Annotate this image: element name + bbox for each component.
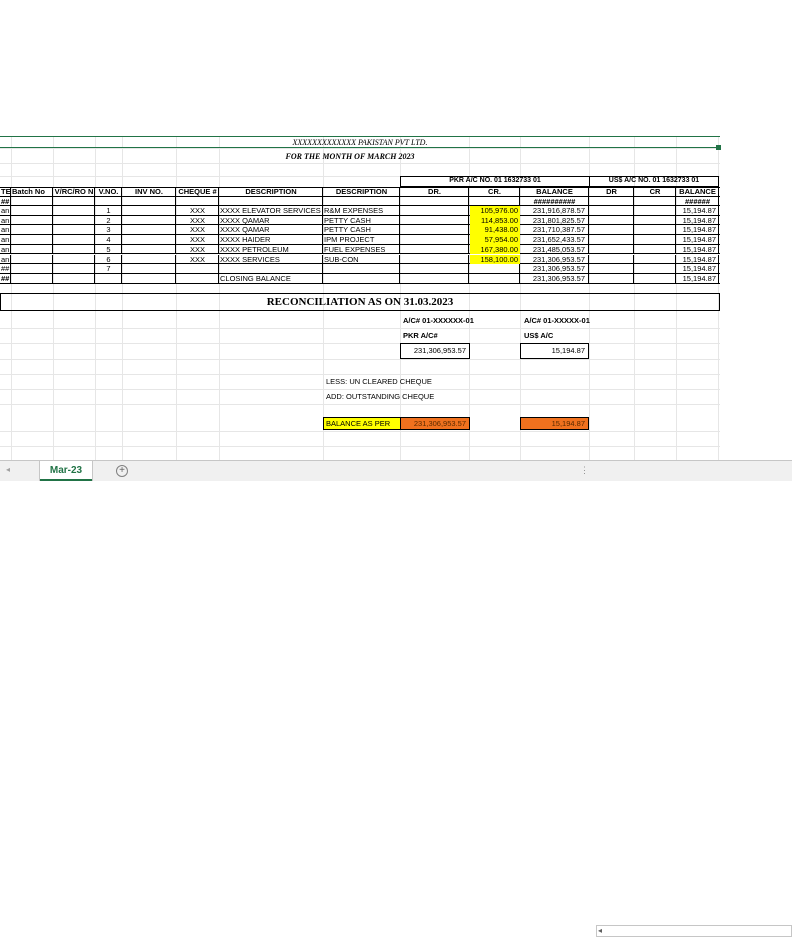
row-vno-cell: 2 — [106, 215, 111, 225]
row-cheque-cell: XXX — [189, 235, 205, 245]
row-credit-cell: 158,100.00 — [480, 254, 518, 264]
row-vno-cell: 1 — [106, 206, 111, 215]
column-header: BALANCE — [679, 187, 716, 196]
row-date-cell: ## — [1, 264, 10, 274]
row-balance-cell: 231,916,878.57 — [532, 206, 585, 215]
row-vno-cell: 5 — [106, 244, 111, 254]
row-category-cell: IPM PROJECT — [324, 235, 375, 245]
tab-mar-23[interactable]: Mar-23 — [40, 461, 92, 481]
row-usd-balance-cell: 15,194.87 — [682, 254, 716, 264]
row-credit-cell: 114,853.00 — [481, 215, 518, 225]
spreadsheet-grid[interactable] — [0, 0, 792, 460]
row-description-cell: XXXX PETROLEUM — [220, 244, 289, 254]
row-category-cell: R&M EXPENSES — [324, 206, 384, 215]
column-header: DR. — [428, 187, 441, 196]
column-header: Batch No — [12, 187, 45, 196]
column-header: CHEQUE # — [178, 187, 217, 196]
usd-ac-number: A/C# 01-XXXXX-01 — [524, 316, 590, 325]
column-header: DESCRIPTION — [245, 187, 297, 196]
row-description-cell: XXXX QAMAR — [220, 215, 270, 225]
row-date-cell: an — [1, 215, 10, 225]
reconciliation-title: RECONCILIATION AS ON 31.03.2023 — [266, 296, 454, 308]
row-vno-cell: 7 — [106, 264, 111, 274]
hash-balance-cell: ########## — [533, 197, 576, 206]
column-header: BALANCE — [536, 187, 573, 196]
closing-date-cell: ## — [1, 273, 10, 283]
closing-usd-value: 15,194.87 — [682, 273, 716, 283]
pkr-account-header: PKR A/C NO. 01 1632733 01 — [449, 177, 541, 184]
column-header: INV NO. — [135, 187, 163, 196]
row-description-cell: XXXX ELEVATOR SERVICES — [220, 206, 321, 215]
row-balance-cell: 231,801,825.57 — [532, 215, 585, 225]
column-header: V.NO. — [98, 187, 119, 196]
row-usd-balance-cell: 15,194.87 — [682, 264, 716, 274]
row-category-cell: SUB-CON — [324, 254, 359, 264]
usd-balance-value: 15,194.87 — [551, 346, 585, 355]
row-balance-cell: 231,485,053.57 — [532, 244, 585, 254]
row-date-cell: an — [1, 244, 10, 254]
row-cheque-cell — [177, 264, 218, 274]
row-credit-cell: 91,438.00 — [484, 225, 518, 235]
row-cheque-cell: XXX — [189, 206, 205, 215]
row-date-cell: an — [1, 206, 10, 215]
row-category-cell — [324, 264, 399, 274]
row-balance-cell: 231,306,953.57 — [532, 264, 585, 274]
column-header: CR — [649, 187, 661, 196]
row-usd-balance-cell: 15,194.87 — [682, 206, 716, 215]
closing-balance-value: 231,306,953.57 — [532, 273, 585, 283]
row-balance-cell: 231,710,387.57 — [532, 225, 585, 235]
row-description-cell: XXXX QAMAR — [220, 225, 270, 235]
final-usd-balance: 15,194.87 — [551, 419, 585, 428]
horizontal-scrollbar[interactable] — [596, 925, 792, 937]
less-uncleared-label: LESS: UN CLEARED CHEQUE — [326, 377, 432, 386]
hash-cell: ## — [1, 197, 10, 206]
row-cheque-cell: XXX — [189, 254, 205, 264]
column-header: DR — [606, 187, 617, 196]
add-sheet-icon[interactable]: + — [116, 465, 128, 477]
pkr-ac-label: PKR A/C# — [403, 331, 438, 340]
row-credit-cell: 167,380.00 — [480, 244, 518, 254]
add-outstanding-label: ADD: OUTSTANDING CHEQUE — [326, 392, 435, 401]
row-date-cell: an — [1, 254, 10, 264]
row-vno-cell: 4 — [106, 235, 111, 245]
usd-ac-label: US$ A/C — [524, 331, 554, 340]
row-usd-balance-cell: 15,194.87 — [682, 215, 716, 225]
row-vno-cell: 6 — [106, 254, 111, 264]
column-header: DESCRIPTION — [335, 187, 388, 196]
pkr-ac-number: A/C# 01-XXXXXX-01 — [403, 316, 474, 325]
row-category-cell: PETTY CASH — [324, 225, 371, 235]
tab-scroll-left-icon[interactable]: ◂ — [6, 465, 11, 474]
row-usd-balance-cell: 15,194.87 — [682, 225, 716, 235]
closing-balance-label: CLOSING BALANCE — [220, 273, 291, 283]
pkr-balance-value: 231,306,953.57 — [413, 346, 466, 355]
hash-usd-cell: ###### — [684, 197, 711, 206]
row-credit-cell: 105,976.00 — [480, 206, 518, 215]
row-date-cell: an — [1, 225, 10, 235]
row-description-cell: XXXX SERVICES — [220, 254, 280, 264]
column-header: V/RC/RO N — [54, 187, 94, 196]
row-credit-cell: 57,954.00 — [484, 235, 518, 245]
column-header: TE — [1, 187, 11, 196]
column-header: CR. — [488, 187, 501, 196]
sheet-tab-bar — [0, 460, 792, 935]
final-pkr-balance: 231,306,953.57 — [413, 419, 466, 428]
row-date-cell: an — [1, 235, 10, 245]
row-balance-cell: 231,652,433.57 — [532, 235, 585, 245]
row-vno-cell: 3 — [106, 225, 111, 235]
row-cheque-cell: XXX — [189, 215, 205, 225]
row-category-cell: PETTY CASH — [324, 215, 371, 225]
row-description-cell: XXXX HAIDER — [220, 235, 271, 245]
split-handle-icon[interactable]: ⋮ — [580, 465, 589, 475]
row-usd-balance-cell: 15,194.87 — [682, 235, 716, 245]
period-title: FOR THE MONTH OF MARCH 2023 — [285, 152, 415, 161]
row-usd-balance-cell: 15,194.87 — [682, 244, 716, 254]
usd-account-header: US$ A/C NO. 01 1632733 01 — [608, 177, 700, 184]
row-cheque-cell: XXX — [189, 244, 205, 254]
scroll-left-arrow-icon[interactable]: ◂ — [598, 926, 603, 935]
row-cheque-cell: XXX — [189, 225, 205, 235]
row-description-cell — [220, 264, 322, 274]
row-credit-cell — [470, 264, 518, 274]
balance-as-per-label: BALANCE AS PER — [326, 419, 391, 428]
row-balance-cell: 231,306,953.57 — [532, 254, 585, 264]
company-title: XXXXXXXXXXXXX PAKISTAN PVT LTD. — [292, 138, 428, 147]
row-category-cell: FUEL EXPENSES — [324, 244, 386, 254]
